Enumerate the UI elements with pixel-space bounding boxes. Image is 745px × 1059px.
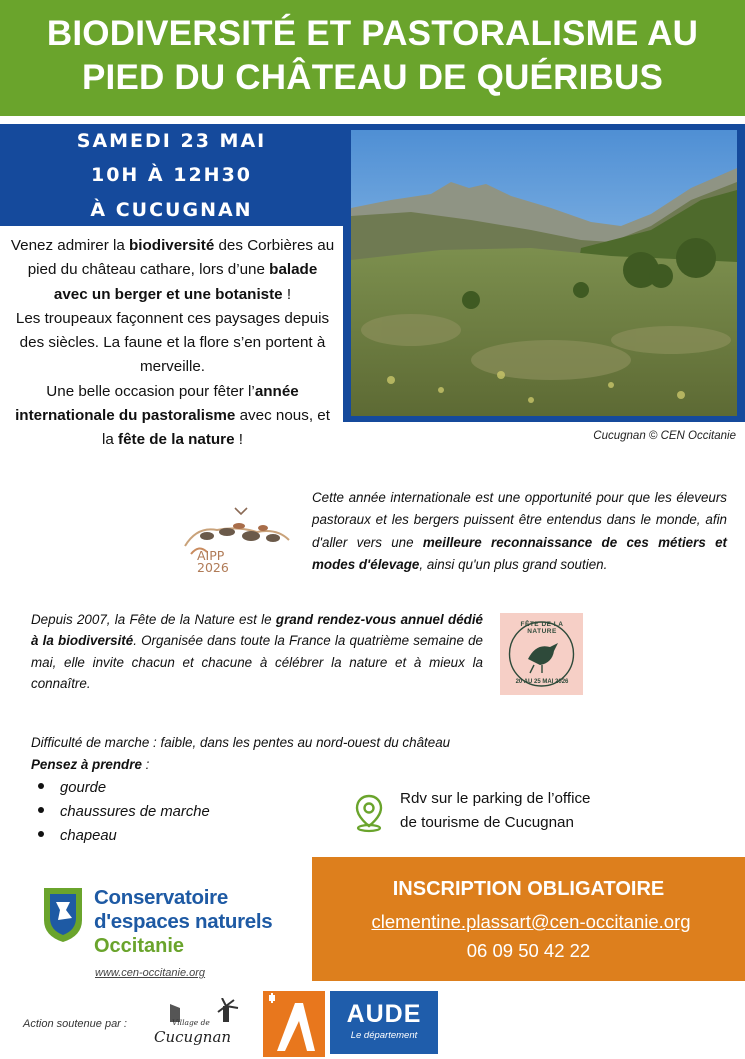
cen-name-line-1: Conservatoire: [94, 886, 228, 909]
fete-bold: grand rendez-vous annuel dédié à la biodiversité: [31, 612, 484, 649]
title-line-2: PIED DU CHÂTEAU DE QUÉRIBUS: [81, 58, 663, 97]
aude-subtitle: Le département: [350, 1030, 418, 1041]
list-item: [38, 828, 117, 844]
aipp-bold: meilleure reconnaissance de ces métiers et modes d'élevage: [312, 534, 727, 572]
intro-text: !: [282, 285, 292, 303]
aude-name: AUDE: [346, 1000, 422, 1028]
bring-title: [31, 757, 149, 772]
event-place: À CUCUGNAN: [90, 199, 253, 221]
intro-text: Venez admirer la: [10, 237, 130, 254]
intro-bold: fête de la nature: [118, 431, 235, 449]
fete-text: . Organisée dans toute la France la quatrième semaine de mai, elle invite chacun et chacune à célébrer la nature et à mieux la connaître.: [31, 633, 483, 691]
cen-region: Occitanie: [94, 935, 185, 957]
intro-text: Les troupeaux façonnent ces paysages depuis des siècles. La faune et la flore s’en portent à merveille.: [15, 309, 330, 376]
bullet-icon: [38, 831, 44, 837]
intro-paragraph: [10, 234, 335, 453]
list-item: [38, 804, 210, 820]
meeting-point: [400, 787, 650, 835]
bring-title-colon: :: [141, 757, 150, 772]
aipp-logo: [177, 496, 295, 580]
village-name: Cucugnan: [154, 1028, 232, 1046]
event-time: 10H À 12H30: [90, 164, 253, 186]
aipp-logo-text: AIPP 2026: [197, 548, 229, 575]
intro-text: des Corbières au pied du château cathare, lors d’une: [27, 237, 335, 279]
stamp-bottom-text: 20 AU 25 MAI 2026: [515, 679, 569, 685]
fete-de-la-nature-stamp: [500, 613, 583, 695]
photo-caption: Cucugnan © CEN Occitanie: [593, 430, 736, 442]
aude-a-logo: [263, 991, 325, 1057]
intro-bold: balade avec un berger et une botaniste: [53, 261, 318, 303]
support-label: Action soutenue par :: [23, 1018, 127, 1030]
inscription-email-link[interactable]: clementine.plassart@cen-occitanie.org: [371, 911, 691, 932]
list-item-label: chapeau: [60, 828, 117, 844]
bullet-icon: [38, 807, 44, 813]
landscape-photo: [351, 130, 737, 416]
intro-bold: biodiversité: [129, 237, 215, 254]
cen-website-link[interactable]: www.cen-occitanie.org: [95, 967, 206, 979]
intro-bold: année internationale du pastoralisme: [15, 382, 299, 425]
cen-logo-icon: [40, 880, 86, 943]
event-date: SAMEDI 23 MAI: [76, 130, 267, 152]
fete-text: Depuis 2007, la Fête de la Nature est le: [31, 612, 276, 627]
aipp-paragraph: [312, 487, 727, 576]
meeting-point-line-1: Rdv sur le parking de l’office: [400, 790, 591, 807]
title-line-1: BIODIVERSITÉ ET PASTORALISME AU: [46, 14, 699, 53]
list-item-label: gourde: [60, 780, 107, 796]
aipp-text: Cette année internationale est une opportunité pour que les éleveurs pastoraux et les bergers puissent être entendus dans le monde, afin d'aller vers une: [312, 490, 727, 550]
cen-name-line-2: d'espaces naturels: [94, 910, 273, 933]
inscription-title: INSCRIPTION OBLIGATOIRE: [392, 878, 665, 900]
meeting-point-line-2: de tourisme de Cucugnan: [400, 814, 574, 831]
fete-paragraph: [31, 609, 483, 694]
aipp-text: , ainsi qu'un plus grand soutien.: [419, 556, 608, 572]
list-item: [38, 780, 106, 796]
intro-text: !: [234, 431, 243, 449]
location-pin-icon: [352, 793, 386, 833]
bring-title-label: Pensez à prendre: [31, 757, 142, 772]
difficulty-text: Difficulté de marche : faible, dans les pentes au nord-ouest du château: [31, 735, 451, 750]
stamp-top-text: FÊTE DE LA NATURE: [520, 621, 564, 635]
bullet-icon: [38, 783, 44, 789]
intro-text: Une belle occasion pour fêter l’: [46, 382, 255, 400]
intro-text: avec nous, et la: [102, 407, 330, 449]
page-title: [0, 12, 745, 100]
inscription-phone: 06 09 50 42 22: [466, 940, 591, 961]
village-small-text: Village de: [172, 1018, 210, 1027]
list-item-label: chaussures de marche: [60, 804, 210, 820]
